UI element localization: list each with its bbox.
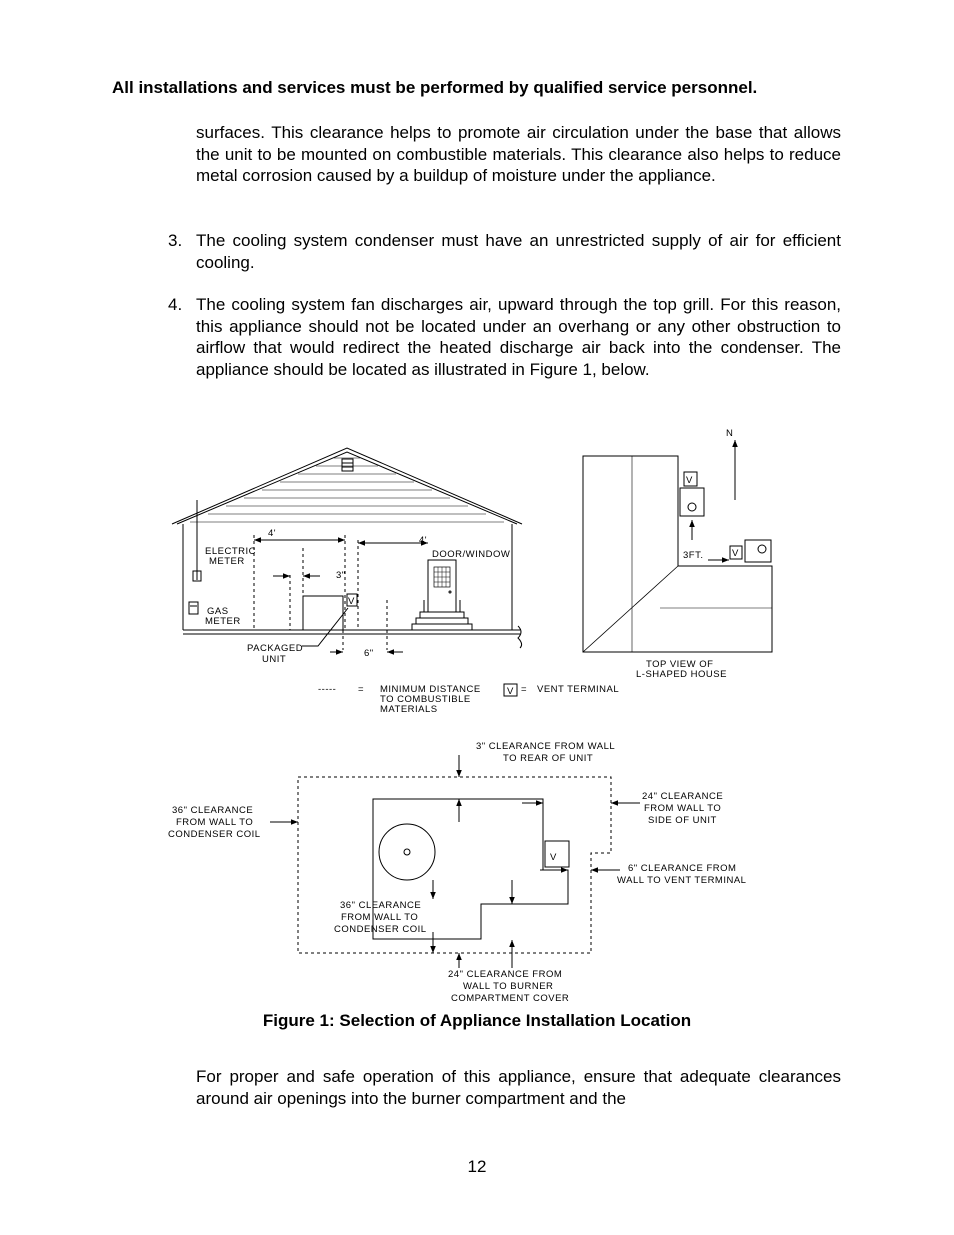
item-3-text: The cooling system condenser must have an unrestricted supply of air for efficient cooling. [196,231,841,272]
figure-caption: Figure 1: Selection of Appliance Installation Location [262,1011,692,1030]
side-clearance-3: SIDE OF UNIT [648,815,717,826]
vent-mark-top-2: V [732,548,739,559]
electric-meter-label-1: ELECTRIC [205,546,256,557]
legend-min-dist-3: MATERIALS [380,704,438,715]
rear-clearance-2: TO REAR OF UNIT [503,753,594,764]
bottom-clearance-1: 24" CLEARANCE FROM [448,969,563,980]
left-clearance-3: CONDENSER COIL [168,829,261,840]
door-window-label: DOOR/WINDOW [432,549,511,560]
vent-mark-top-1: V [686,475,693,486]
closing-paragraph: For proper and safe operation of this appliance, ensure that adequate clearances around air openings into the burner compartment and the [196,1067,841,1108]
legend-dash-symbol: ----- [318,684,337,695]
top-view-label-1: TOP VIEW OF [646,659,714,670]
legend-vent-terminal: VENT TERMINAL [537,684,620,695]
inner-clearance-3: CONDENSER COIL [334,924,427,935]
plan-vent-mark: V [550,852,557,863]
legend-min-dist-2: TO COMBUSTIBLE [380,694,471,705]
vent-clearance-2: WALL TO VENT TERMINAL [617,875,747,886]
top-view-label-2: L-SHAPED HOUSE [636,669,727,680]
packaged-unit-label-1: PACKAGED [247,643,304,654]
gas-meter-label-1: GAS [207,606,229,617]
north-label: N [726,428,734,439]
dim-3ft: 3FT. [683,550,704,561]
dim-3in: 3" [336,570,346,581]
dim-4ft-left: 4' [268,528,277,539]
rear-clearance-1: 3" CLEARANCE FROM WALL [476,741,616,752]
gas-meter-label-2: METER [205,616,241,627]
paragraph-continued: surfaces. This clearance helps to promote air circulation under the base that allows the unit to be mounted on combustible materials. This clearance also helps to reduce metal corrosion caused by a buildup of moisture under the appliance. [196,123,841,185]
dim-4ft-right: 4' [419,535,428,546]
packaged-unit-label-2: UNIT [262,654,287,665]
side-clearance-2: FROM WALL TO [644,803,722,814]
electric-meter-label-2: METER [209,556,245,567]
page-number: 12 [467,1157,487,1176]
legend-min-dist-1: MINIMUM DISTANCE [380,684,481,695]
dim-6in: 6" [364,648,374,659]
bottom-clearance-3: COMPARTMENT COVER [451,993,570,1004]
legend-equals-2: = [521,684,528,695]
bottom-clearance-2: WALL TO BURNER [463,981,554,992]
clearance-plan [270,755,640,968]
left-clearance-2: FROM WALL TO [176,817,254,828]
legend-v-symbol: V [507,686,514,697]
item-4-number: 4. [168,295,183,314]
vent-terminal-mark: V [348,596,355,607]
inner-clearance-1: 36" CLEARANCE [340,900,422,911]
safety-warning: All installations and services must be performed by qualified service personnel. [112,78,758,97]
side-clearance-1: 24" CLEARANCE [642,791,724,802]
left-clearance-1: 36" CLEARANCE [172,805,254,816]
item-4-text: The cooling system fan discharges air, upward through the top grill. For this reason, this appliance should not be located under an overhang or any other obstruction to airflow that would redirect the heated discharge air back into the condenser. The appliance should be located as illustrated in Figure 1, below. [196,295,841,379]
legend-equals-1: = [358,684,365,695]
inner-clearance-2: FROM WALL TO [341,912,419,923]
vent-clearance-1: 6" CLEARANCE FROM [628,863,737,874]
item-3-number: 3. [168,231,183,250]
top-view-diagram [583,440,772,652]
